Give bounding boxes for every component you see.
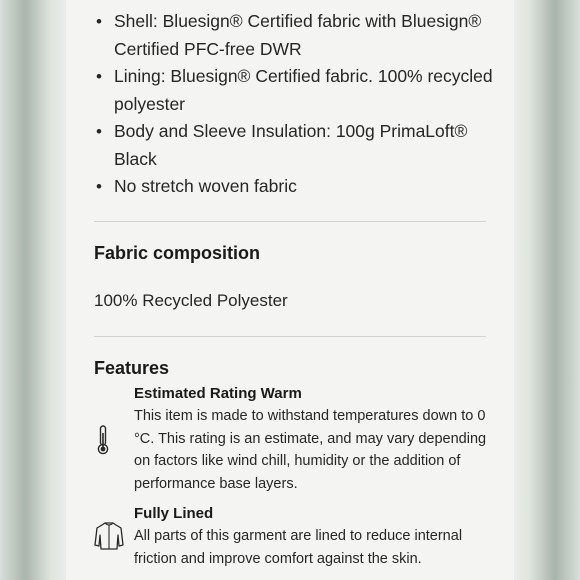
bullet-text: No stretch woven fabric — [114, 176, 297, 196]
fabric-composition-heading: Fabric composition — [94, 243, 261, 263]
features-heading: Features — [94, 358, 170, 378]
section-divider — [94, 221, 486, 222]
material-bullet-list — [94, 8, 494, 201]
list-item — [94, 118, 494, 173]
bullet-text: Body and Sleeve Insulation: 100g PrimaLoft® Black — [114, 121, 468, 169]
feature-title-fully-lined: Fully Lined — [134, 505, 214, 522]
list-item — [94, 63, 494, 118]
bullet-dot: • — [96, 67, 102, 86]
list-item — [94, 173, 494, 201]
bullet-dot: • — [96, 177, 102, 196]
section-divider — [94, 336, 486, 337]
background-left — [0, 0, 72, 580]
bullet-dot: • — [96, 12, 102, 31]
thermometer-icon — [96, 425, 110, 460]
background-right — [508, 0, 580, 580]
feature-title-warm-rating: Estimated Rating Warm — [134, 385, 302, 402]
feature-text-fully-lined: All parts of this garment are lined to reduce internal friction and improve comfort against the skin. — [134, 528, 463, 567]
list-item — [94, 8, 494, 63]
feature-text-warm-rating: This item is made to withstand temperatures down to 0 °C. This rating is an estimate, and may vary depending on factors like wind chill, humidity or the addition of performance base layers. — [134, 408, 487, 492]
fabric-composition-text: 100% Recycled Polyester — [94, 291, 288, 310]
bullet-text: Lining: Bluesign® Certified fabric. 100% recycled polyester — [114, 66, 493, 114]
product-details-panel — [66, 0, 514, 580]
jacket-icon — [94, 521, 124, 556]
bullet-text: Shell: Bluesign® Certified fabric with Bluesign® Certified PFC-free DWR — [114, 11, 482, 59]
bullet-dot: • — [96, 122, 102, 141]
